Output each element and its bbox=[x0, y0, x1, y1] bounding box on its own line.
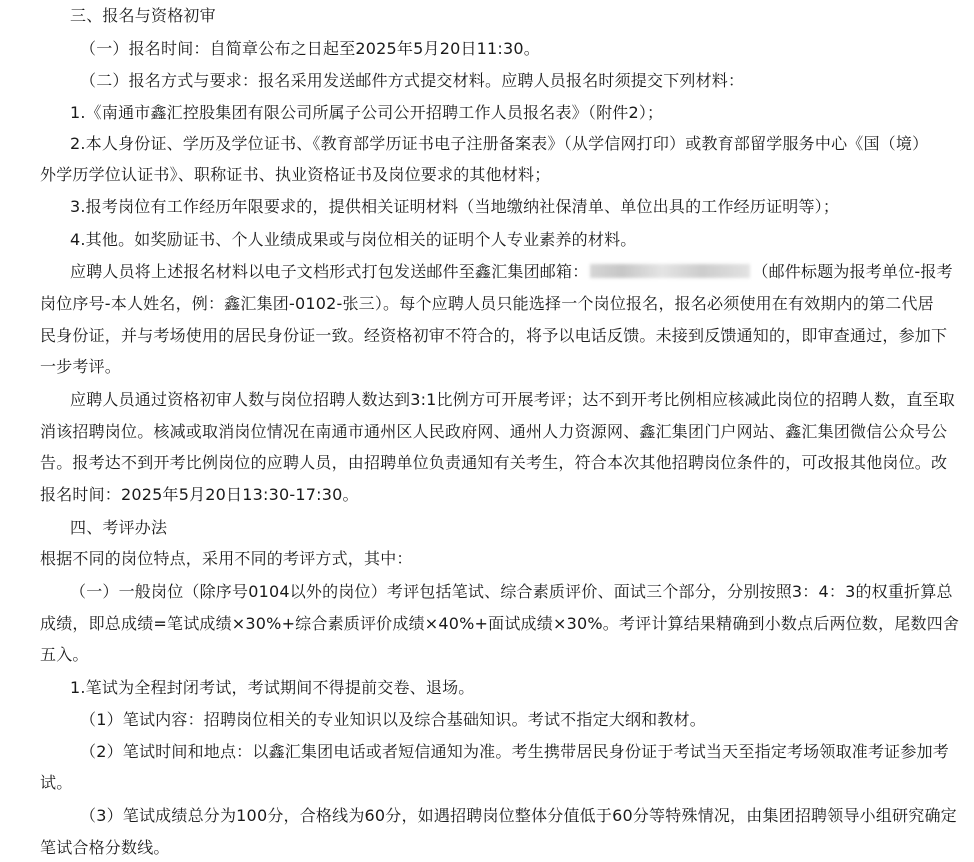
written-exam-time-line-2: 试。 bbox=[40, 773, 73, 792]
general-positions-line-1: （一）一般岗位（除序号0104以外的岗位）考评包括笔试、综合素质评价、面试三个部分，分别按照3：4：3的权重折算总 bbox=[70, 582, 953, 601]
general-positions-line-2: 成绩，即总成绩=笔试成绩×30%+综合素质评价成绩×40%+面试成绩×30%。考评计算结果精确到小数点后两位数，尾数四舍 bbox=[40, 614, 960, 633]
section-heading-registration: 三、报名与资格初审 bbox=[70, 6, 216, 25]
written-exam-time-line-1: （2）笔试时间和地点：以鑫汇集团电话或者短信通知为准。考生携带居民身份证于考试当天至指定考场领取准考证参加考 bbox=[80, 742, 949, 761]
registration-method: （二）报名方式与要求：报名采用发送邮件方式提交材料。应聘人员报名时须提交下列材料： bbox=[80, 71, 745, 90]
general-positions-line-3: 五入。 bbox=[40, 645, 89, 664]
registration-time: （一）报名时间：自简章公布之日起至2025年5月20日11:30。 bbox=[80, 39, 540, 58]
submission-paragraph-line-3: 民身份证，并与考场使用的居民身份证一致。经资格初审不符合的，将予以电话反馈。未接到反馈通知的，即审查通过，参加下 bbox=[40, 326, 948, 345]
email-subject-note: （邮件标题为报考单位-报考 bbox=[752, 262, 953, 281]
submission-paragraph-line-4: 一步考评。 bbox=[40, 357, 122, 376]
redacted-email bbox=[590, 264, 750, 278]
material-item-1: 1.《南通市鑫汇控股集团有限公司所属子公司公开招聘工作人员报名表》（附件2）； bbox=[70, 103, 664, 122]
ratio-paragraph-line-1: 应聘人员通过资格初审人数与岗位招聘人数达到3:1比例方可开展考评；达不到开考比例相应核减此岗位的招聘人数，直至取 bbox=[70, 390, 955, 409]
material-item-2-line-1: 2.本人身份证、学历及学位证书、《教育部学历证书电子注册备案表》（从学信网打印）或教育部留学服务中心《国（境） bbox=[70, 134, 929, 153]
evaluation-intro: 根据不同的岗位特点，采用不同的考评方式，其中： bbox=[40, 549, 413, 568]
written-exam-rule: 1.笔试为全程封闭考试，考试期间不得提前交卷、退场。 bbox=[70, 678, 475, 697]
material-item-2-line-2: 外学历学位认证书》、职称证书、执业资格证书及岗位要求的其他材料； bbox=[40, 165, 551, 184]
ratio-paragraph-line-4: 报名时间：2025年5月20日13:30-17:30。 bbox=[40, 485, 359, 504]
submission-paragraph-line-2: 岗位序号-本人姓名，例：鑫汇集团-0102-张三）。每个应聘人员只能选择一个岗位报名，报名必须使用在有效期内的第二代居 bbox=[40, 294, 934, 313]
material-item-3: 3.报考岗位有工作经历年限要求的，提供相关证明材料（当地缴纳社保清单、单位出具的工作经历证明等）； bbox=[70, 197, 840, 216]
ratio-paragraph-line-2: 消该招聘岗位。核减或取消岗位情况在南通市通州区人民政府网、通州人力资源网、鑫汇集团门户网站、鑫汇集团微信公众号公 bbox=[40, 422, 948, 441]
ratio-paragraph-line-3: 告。报考达不到开考比例岗位的应聘人员，由招聘单位负责通知有关考生，符合本次其他招聘岗位条件的，可改报其他岗位。改 bbox=[40, 453, 948, 472]
submission-paragraph-line-1 bbox=[70, 262, 952, 282]
submission-text: 应聘人员将上述报名材料以电子文档形式打包发送邮件至鑫汇集团邮箱： bbox=[70, 262, 589, 281]
section-heading-evaluation: 四、考评办法 bbox=[70, 518, 168, 537]
written-exam-score-line-1: （3）笔试成绩总分为100分，合格线为60分，如遇招聘岗位整体分值低于60分等特殊情况，由集团招聘领导小组研究确定 bbox=[80, 806, 957, 825]
material-item-4: 4.其他。如奖励证书、个人业绩成果或与岗位相关的证明个人专业素养的材料。 bbox=[70, 230, 637, 249]
written-exam-content: （1）笔试内容：招聘岗位相关的专业知识以及综合基础知识。考试不指定大纲和教材。 bbox=[80, 710, 706, 729]
written-exam-score-line-2: 笔试合格分数线。 bbox=[40, 838, 170, 857]
